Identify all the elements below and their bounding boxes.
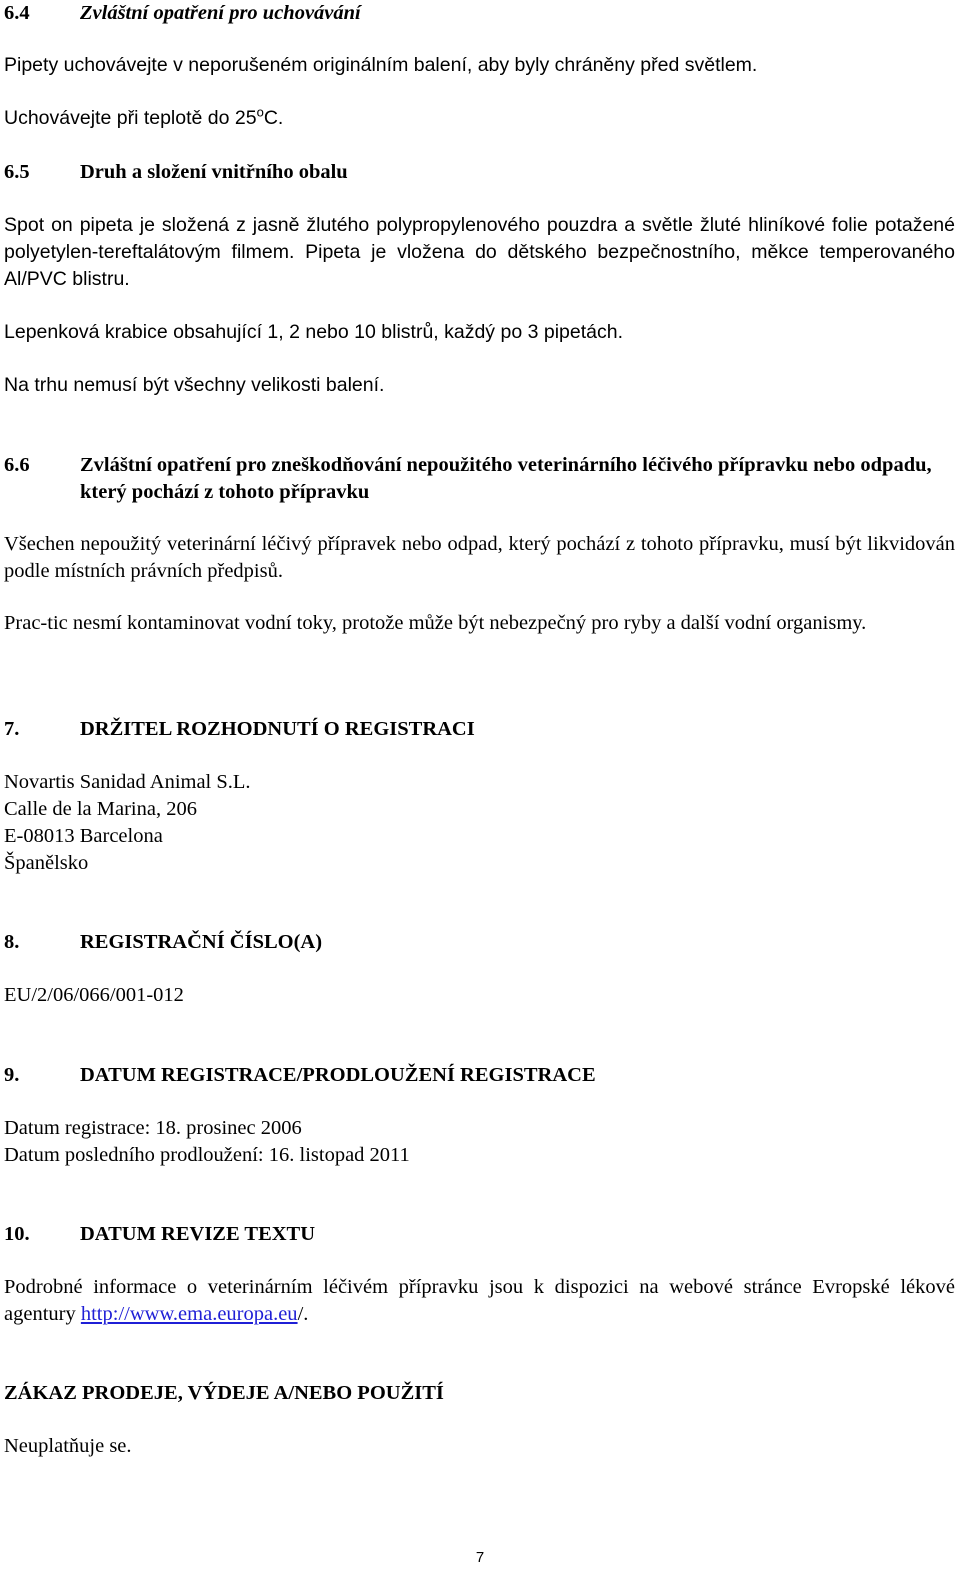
section-number: 6.5 (4, 161, 30, 183)
prohibition-value: Neuplatňuje se. (4, 1435, 132, 1457)
registration-number: EU/2/06/066/001-012 (4, 984, 184, 1006)
address-line: E-08013 Barcelona (4, 825, 163, 847)
section-9-heading (4, 1062, 955, 1089)
temperature-paragraph (4, 105, 955, 132)
container-description-paragraph: Spot on pipeta je složená z jasně žlutého polypropylenového pouzdra a světle žluté hliníkové folie potažené polyetylen-tereftalátovým filmem. Pipeta je vložena do dětského bezpečnostního, měkce temperovaného Al/PVC blistru. (4, 214, 955, 290)
revision-paragraph (4, 1274, 955, 1328)
section-number: 10. (4, 1223, 30, 1245)
prohibition-heading: ZÁKAZ PRODEJE, VÝDEJE A/NEBO POUŽITÍ (4, 1382, 444, 1404)
section-title: DATUM REGISTRACE/PRODLOUŽENÍ REGISTRACE (80, 1064, 596, 1086)
section-number: 8. (4, 931, 20, 953)
revision-text: Podrobné informace o veterinárním léčivém přípravku jsou k dispozici na webové stránce Evropské lékové agentury (4, 1276, 955, 1325)
revision-text-end: /. (297, 1303, 309, 1325)
environment-paragraph: Prac-tic nesmí kontaminovat vodní toky, protože může být nebezpečný pro ryby a další vodní organismy. (4, 612, 867, 634)
section-number: 7. (4, 718, 20, 740)
renewal-date: Datum posledního prodloužení: 16. listopad 2011 (4, 1144, 410, 1166)
degree-superscript: o (256, 104, 264, 120)
section-title: DRŽITEL ROZHODNUTÍ O REGISTRACI (80, 718, 475, 740)
section-6-6-heading (4, 452, 955, 506)
storage-paragraph: Pipety uchovávejte v neporušeném originálním balení, aby byly chráněny před světlem. (4, 54, 758, 76)
address-line: Novartis Sanidad Animal S.L. (4, 771, 251, 793)
market-paragraph: Na trhu nemusí být všechny velikosti balení. (4, 374, 385, 396)
section-7-heading (4, 716, 955, 743)
page-number: 7 (475, 1549, 485, 1566)
disposal-paragraph: Všechen nepoužitý veterinární léčivý přípravek nebo odpad, který pochází z tohoto přípravku, musí být likvidován podle místních právních předpisů. (4, 533, 955, 582)
registration-date: Datum registrace: 18. prosinec 2006 (4, 1117, 302, 1139)
package-paragraph: Lepenková krabice obsahující 1, 2 nebo 10 blistrů, každý po 3 pipetách. (4, 321, 623, 343)
section-title: REGISTRAČNÍ ČÍSLO(A) (80, 931, 323, 953)
section-number: 6.6 (4, 454, 30, 476)
section-title: DATUM REVIZE TEXTU (80, 1223, 316, 1245)
section-6-4-heading (4, 0, 955, 27)
section-8-heading (4, 929, 955, 956)
temperature-text: Uchovávejte při teplotě do 25 (4, 107, 257, 129)
address-line: Španělsko (4, 852, 89, 874)
section-number: 9. (4, 1064, 20, 1086)
section-title: Zvláštní opatření pro zneškodňování nepoužitého veterinárního léčivého přípravku nebo odpadu, který pochází z tohoto přípravku (80, 454, 932, 503)
holder-address (4, 769, 955, 877)
temperature-unit: C. (263, 107, 284, 129)
section-number: 6.4 (4, 2, 30, 24)
registration-dates (4, 1115, 955, 1169)
section-title: Druh a složení vnitřního obalu (80, 161, 348, 183)
section-title: Zvláštní opatření pro uchovávání (80, 2, 361, 24)
ema-link[interactable]: http://www.ema.europa.eu (80, 1303, 298, 1325)
address-line: Calle de la Marina, 206 (4, 798, 197, 820)
section-10-heading (4, 1221, 955, 1248)
section-6-5-heading (4, 159, 955, 186)
